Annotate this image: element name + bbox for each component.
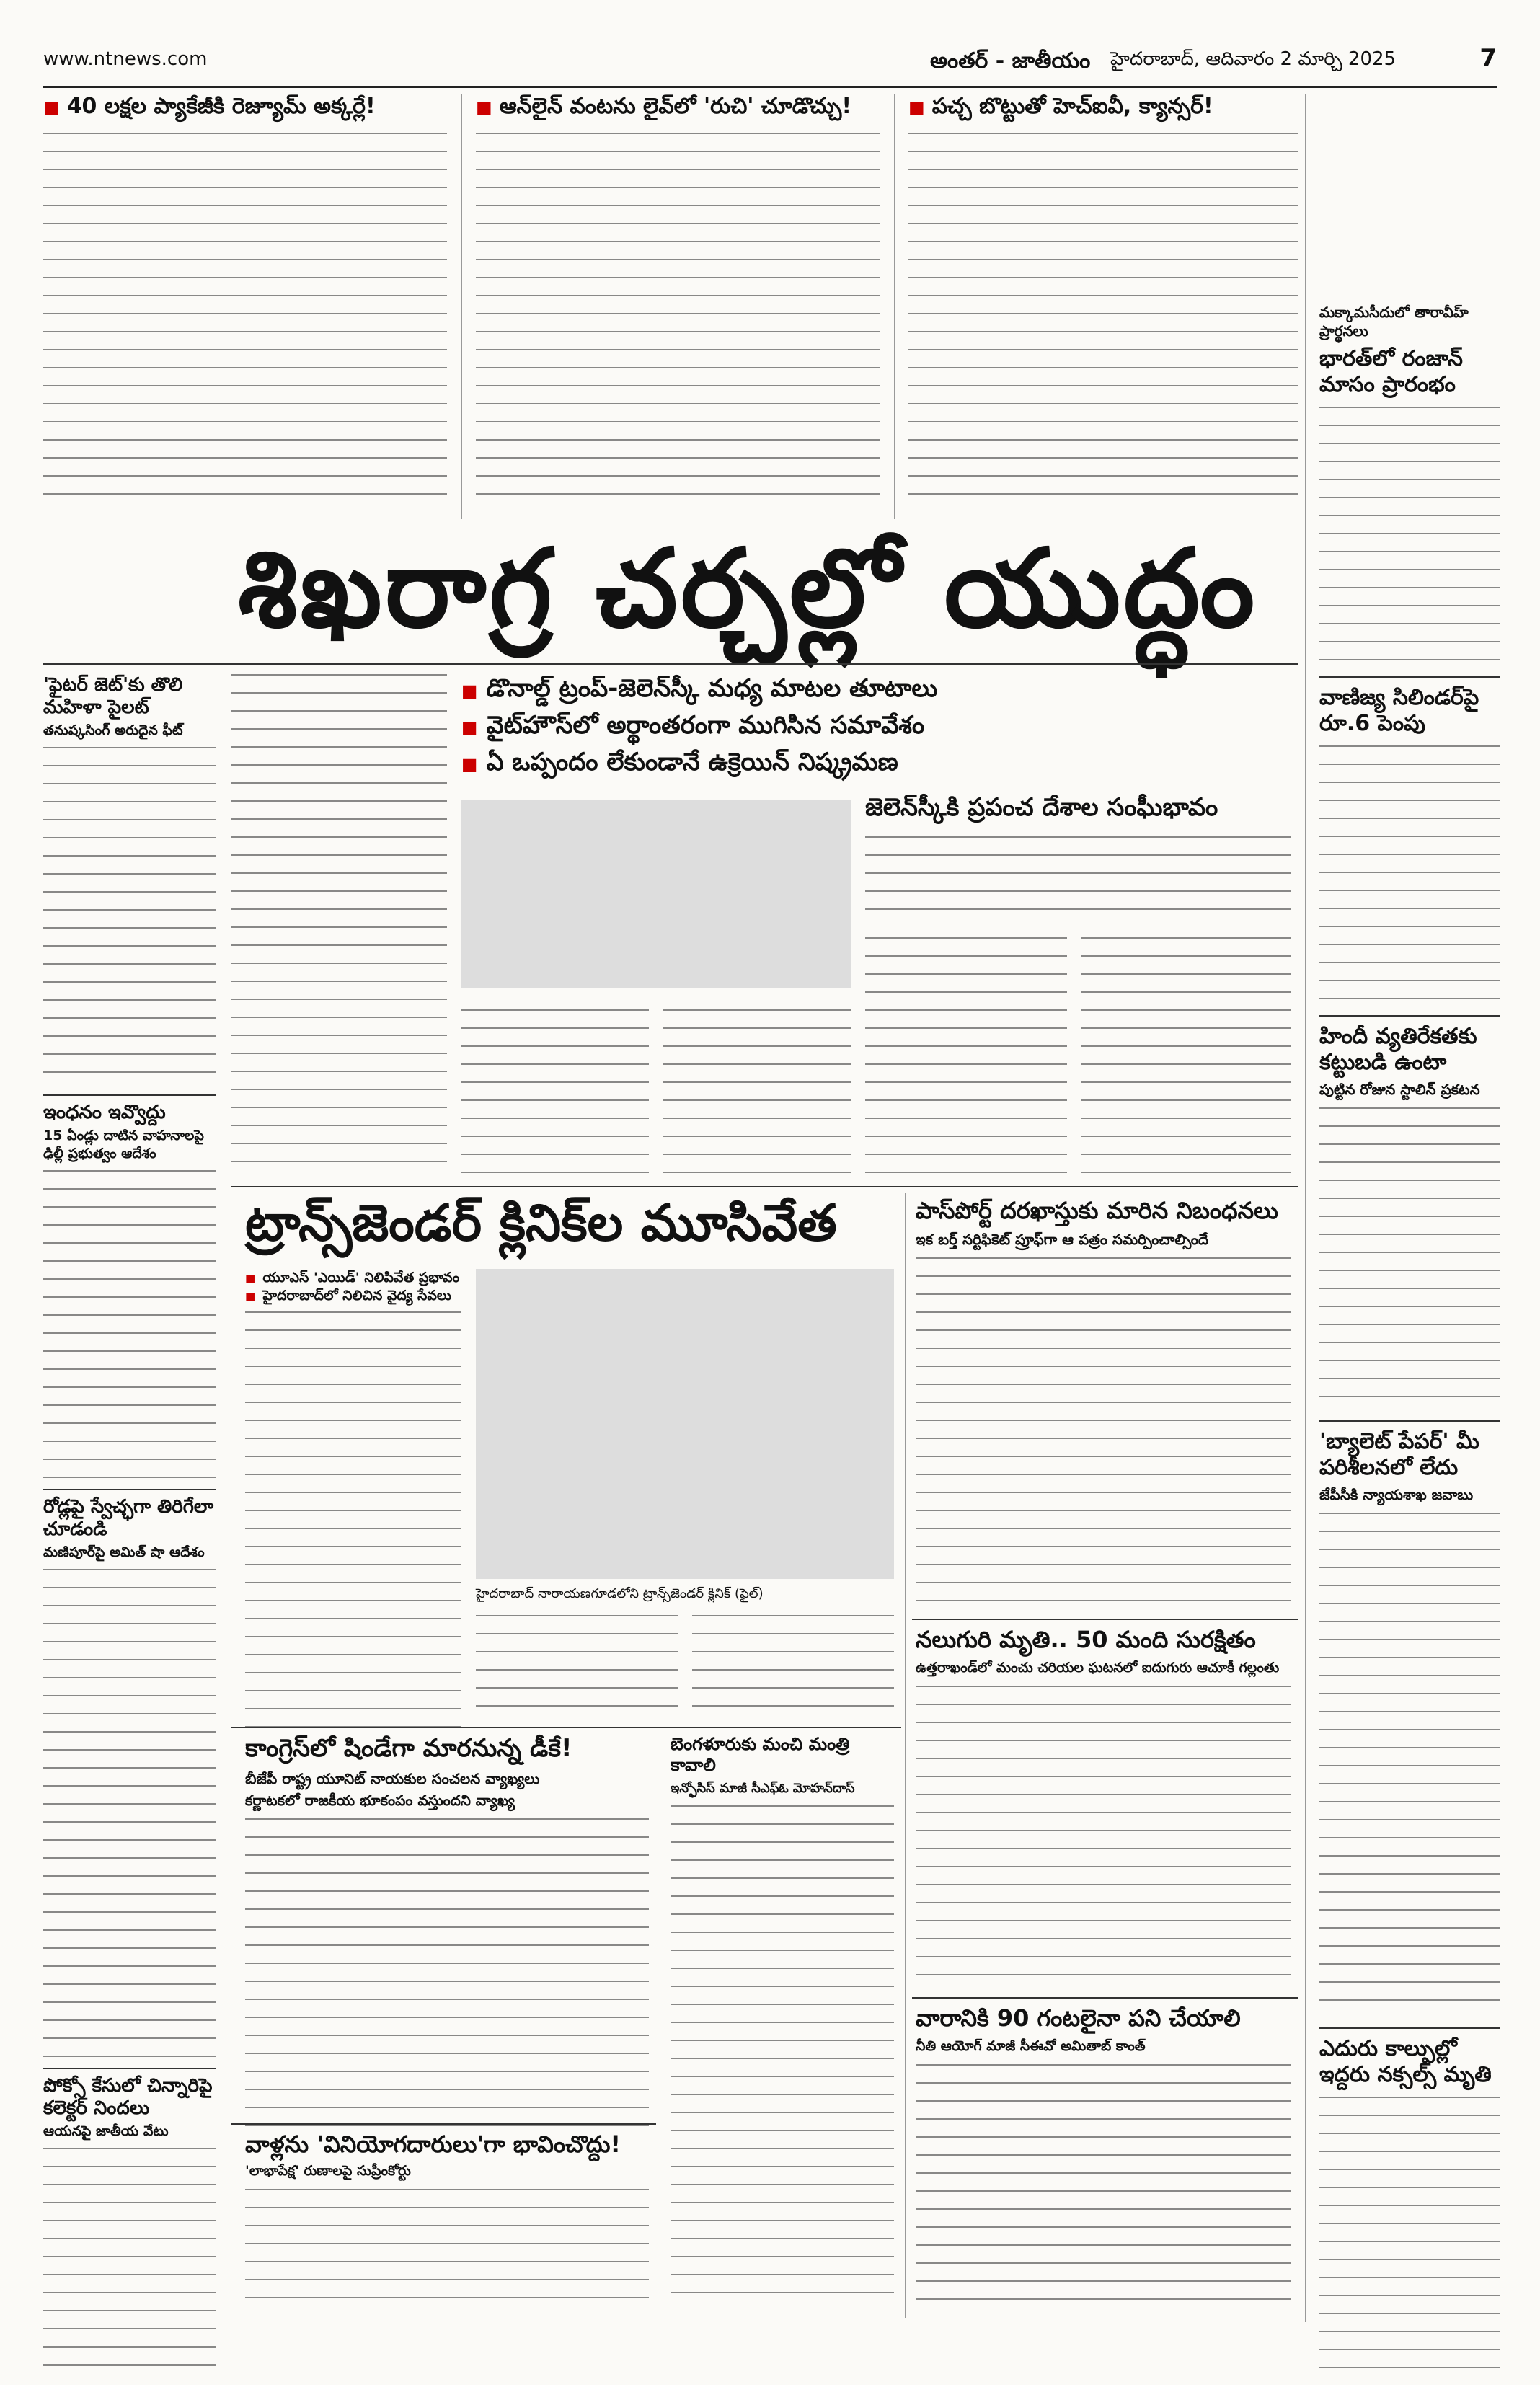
left-story-4-sub: ఆయనపై జాతీయ వేటు [43,2123,169,2140]
right-story-4-body [1319,1513,1500,2017]
column-divider [894,94,895,519]
website-url[interactable]: www.ntnews.com [43,48,208,70]
work-headline: వారానికి 90 గంటలైనా పని చేయాలి [916,2004,1241,2032]
left-story-4-title: పోక్సో కేసులో చిన్నారిపై కలెక్టర్ నిందలు [43,2074,213,2119]
trans-bullet-2: ■ హైదరాబాద్‌లో నిలిచిన వైద్య సేవలు [245,1287,461,1305]
trans-story [245,1193,894,1265]
right-story-4-title: 'బ్యాలెట్ పేపర్' మీ పరిశీలనలో లేదు [1319,1429,1479,1480]
left-story-2-body [43,1170,216,1480]
summit-photo [461,800,851,988]
top-story-2 [476,94,880,508]
left-story-1-sub: తనుష్కసింగ్ అరుదైన ఫీట్ [43,722,183,739]
top-story-3-body [908,133,1298,508]
congress-headline: కాంగ్రెస్‌లో షిండేగా మారనున్న డీకే! [245,1734,572,1763]
landslide-story [916,1626,1291,1988]
right-story-3-sub: పుట్టిన రోజున స్టాలిన్ ప్రకటన [1319,1081,1480,1098]
right-column [1319,303,1500,2385]
clinic-photo [476,1269,894,1579]
bengaluru-sub: ఇన్ఫోసిస్ మాజీ సీఎఫ్‌ఓ మోహన్‌దాస్ [671,1780,855,1796]
trans-body-1 [245,1311,461,1730]
column-divider [905,1193,906,2318]
left-column [43,674,216,2379]
bengaluru-headline: బెంగళూరుకు మంచి మంత్రి కావాలి [671,1734,850,1775]
right-story-5-title: ఎదురు కాల్పుల్లో ఇద్దరు నక్సల్స్ మృతి [1319,2036,1492,2087]
right-story-1-kicker: మక్కామసీదులో తారావీహ్ ప్రార్థనలు [1319,304,1469,340]
main-bullet-2: ■ వైట్‌హౌస్‌లో అర్థాంతరంగా ముగిసిన సమావేశం [461,707,1291,744]
left-story-2-title: ఇంధనం ఇవ్వొద్దు [43,1102,166,1124]
top-stories [43,94,1298,519]
right-story-3-title: హిందీ వ్యతిరేకతకు కట్టుబడి ఉంటా [1319,1024,1477,1075]
right-story-3-body [1319,1107,1500,1410]
bengaluru-story [671,1734,894,2303]
left-story-3-title: రోడ్లపై స్వేచ్ఛగా తిరిగేలా చూడండి [43,1495,214,1540]
section-title: అంతర్ - జాతీయం [930,48,1091,74]
main-story-body-1 [231,674,447,1172]
page-header [43,40,1497,88]
main-story-side-head: జెలెన్‌స్కీకి ప్రపంచ దేశాల సంఘీభావం [865,793,1218,822]
left-story-3-sub: మణిపూర్‌పై అమిత్ షా ఆదేశం [43,1544,205,1560]
passport-headline: పాస్‌పోర్ట్ దరఖాస్తుకు మారిన నిబంధనలు [916,1197,1278,1224]
top-story-3 [908,94,1298,508]
trans-body-3 [692,1615,894,1716]
landslide-body [916,1686,1291,1988]
consumer-sub: 'లాభాపేక్ష' రుణాలపై సుప్రీంకోర్టు [245,2163,411,2180]
landslide-headline: నలుగురి మృతి.. 50 మంది సురక్షితం [916,1626,1256,1653]
main-story-body-3 [663,1009,851,1175]
work-body [916,2064,1291,2309]
page-number: 7 [1479,44,1497,73]
trans-body-2 [476,1615,678,1716]
main-story-col1 [231,674,447,1172]
main-headline: శిఖరాగ్ర చర్చల్లో యుద్ధం [238,526,1258,652]
right-story-2-title: వాణిజ్య సిలిండర్‌పై రూ.6 పెంపు [1319,685,1479,736]
right-story-4-sub: జేపీసీకి న్యాయశాఖ జవాబు [1319,1486,1474,1503]
top-story-1 [43,94,447,508]
congress-story [245,1734,649,2128]
work-story [916,2004,1291,2309]
main-headline-wrap [238,526,1298,678]
bengaluru-body [671,1805,894,2303]
main-story-body-4 [865,937,1067,1175]
trans-bullet-1: ■ యూఎస్ 'ఎయిడ్' నిలిపివేత ప్రభావం [245,1269,461,1287]
right-story-1-body [1319,407,1500,666]
passport-body [916,1257,1291,1603]
left-story-2-sub: 15 ఏండ్లు దాటిన వాహనాలపై ఢిల్లీ ప్రభుత్వం ఆదేశం [43,1128,204,1161]
right-story-1-title: భారత్‌లో రంజాన్ మాసం ప్రారంభం [1319,346,1463,397]
top-story-1-body [43,133,447,508]
consumer-headline: వాళ్లను 'వినియోగదారులు'గా భావించొద్దు! [245,2130,621,2158]
passport-sub: ఇక బర్త్ సర్టిఫికెట్ ప్రూఫ్‌గా ఆ పత్రం సమర్పించాల్సిందే [916,1231,1208,1249]
congress-sub-2: కర్ణాటకలో రాజకీయ భూకంపం వస్తుందని వ్యాఖ్య [245,1791,515,1809]
column-divider [1305,94,1306,2322]
work-sub: నీతి ఆయోగ్ మాజీ సీఈవో అమితాబ్ కాంత్ [916,2038,1146,2055]
left-story-1-title: 'ఫైటర్ జెట్'కు తొలి మహిళా పైలట్ [43,674,183,719]
landslide-sub: ఉత్తరాఖండ్‌లో మంచు చరియల ఘటనలో ఐదుగురు ఆచూకీ గల్లంతు [916,1660,1280,1676]
main-story-body-2 [461,1009,649,1175]
right-story-5-body [1319,2097,1500,2385]
trans-col [245,1269,461,1730]
clinic-photo-caption: హైదరాబాద్ నారాయణగూడలోని ట్రాన్స్‌జెండర్ క్లినిక్ (ఫైల్) [476,1586,764,1601]
congress-body [245,1818,649,2128]
right-story-2-body [1319,745,1500,1005]
main-bullet-1: ■ డొనాల్డ్ ట్రంప్-జెలెన్‌స్కీ మధ్య మాటల తూటాలు [461,671,1291,707]
main-bullet-3: ■ ఏ ఒప్పందం లేకుండానే ఉక్రెయిన్ నిష్క్రమణ [461,744,1291,781]
main-story-body-5 [1081,937,1291,1175]
top-story-3-title: ■ పచ్చ బొట్టుతో హెచ్ఐవీ, క్యాన్సర్! [908,94,1298,120]
top-story-1-title: ■ 40 లక్షల ప్యాకేజీకి రెజ్యూమ్ అక్కర్లే! [43,94,447,120]
main-story-side-body [865,836,1291,916]
consumer-body [245,2189,649,2311]
passport-story [916,1197,1291,1603]
main-story-bullets [461,671,1291,781]
consumer-story [245,2130,649,2311]
trans-headline: ట్రాన్స్‌జెండర్ క్లినిక్‌ల మూసివేత [245,1193,837,1252]
left-story-1-body [43,747,216,1086]
top-story-2-title: ■ ఆన్‌లైన్ వంటను లైవ్‌లో 'రుచి' చూడొచ్చు! [476,94,880,120]
congress-sub: బీజేపీ రాష్ట్ర యూనిట్ నాయకుల సంచలన వ్యాఖ్యలు [245,1769,540,1787]
top-story-2-body [476,133,880,508]
left-story-3-body [43,1569,216,2059]
left-story-4-body [43,2148,216,2379]
column-divider [461,94,462,519]
dateline: హైదరాబాద్, ఆదివారం 2 మార్చి 2025 [1110,48,1397,70]
